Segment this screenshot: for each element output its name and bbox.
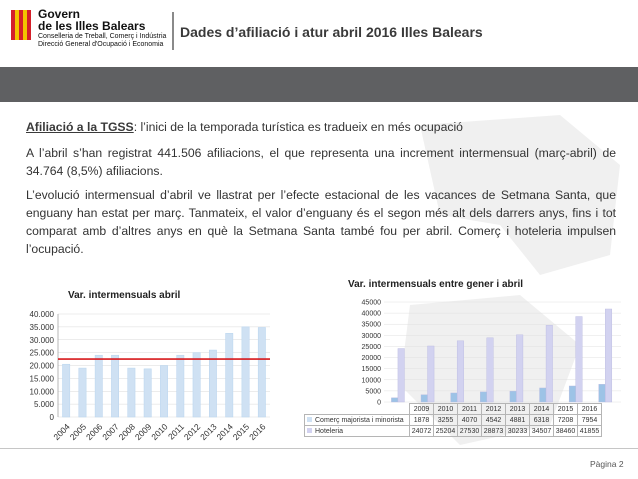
table-row	[305, 426, 602, 437]
y-tick-label: 15.000	[29, 374, 54, 384]
y-tick-label: 40000	[361, 310, 381, 318]
table-year: 2014	[530, 404, 554, 415]
bar	[160, 366, 167, 418]
logo-title-line1: Govern	[38, 7, 81, 21]
x-tick-label: 2004	[51, 421, 72, 443]
evolution-paragraph: L’evolució intermensual d’abril ve llastrat per l’efecte estacional de les vacances de Setmana Santa, que enguany han estat per març. Tanmateix, el valor d’enguany és el segon més alt dels darrers anys, fins i tot comparat amb d’altres anys en què la Setmana Santa també fou per abril. Comerç i hoteleria impulsen l’ocupació.	[26, 188, 616, 256]
table-year: 2009	[410, 404, 434, 415]
header-band	[0, 67, 638, 102]
x-tick-label: 2006	[83, 421, 105, 443]
bar	[576, 317, 583, 402]
intro-paragraph	[26, 118, 616, 136]
bar	[226, 333, 233, 417]
bar	[510, 391, 517, 402]
y-tick-label: 20000	[361, 355, 381, 363]
table-cell: 38460	[554, 426, 578, 437]
table-year: 2012	[482, 404, 506, 415]
y-tick-label: 5000	[365, 388, 381, 396]
logo-title	[38, 8, 145, 32]
bar	[480, 392, 487, 402]
table-cell: 3255	[434, 415, 458, 426]
table-cell: 27530	[458, 426, 482, 437]
legend-swatch-icon	[307, 417, 312, 422]
bar	[391, 398, 398, 402]
table-row	[305, 404, 602, 415]
bar	[258, 327, 265, 417]
table-cell: 4881	[506, 415, 530, 426]
y-tick-label: 30.000	[29, 335, 54, 345]
series-label-hoteleria	[305, 426, 410, 437]
bar	[95, 355, 102, 417]
logo-sub-line1: Conselleria de Treball, Comerç i Indústria	[38, 33, 167, 40]
y-tick-label: 40.000	[29, 310, 54, 319]
bar	[569, 386, 576, 402]
table-cell: 28873	[482, 426, 506, 437]
y-tick-label: 45000	[361, 299, 381, 307]
page-number: Pàgina 2	[590, 459, 624, 469]
table-cell: 6318	[530, 415, 554, 426]
table-cell: 4070	[458, 415, 482, 426]
x-tick-label: 2007	[100, 421, 121, 443]
table-cell: 7954	[578, 415, 602, 426]
slide-title: Dades d’afiliació i atur abril 2016 Illes Balears	[180, 24, 483, 40]
intro-rest: : l’inici de la temporada turística es tradueix en més ocupació	[133, 120, 463, 134]
x-tick-label: 2009	[132, 421, 154, 443]
bar	[451, 393, 458, 402]
bar	[128, 368, 135, 417]
bar	[599, 384, 606, 402]
x-tick-label: 2010	[149, 421, 170, 443]
y-tick-label: 10.000	[29, 387, 54, 397]
table-year: 2013	[506, 404, 530, 415]
table-year: 2011	[458, 404, 482, 415]
table-cell: 25204	[434, 426, 458, 437]
y-tick-label: 35.000	[29, 322, 54, 332]
table-corner	[305, 404, 410, 415]
table-cell: 24072	[410, 426, 434, 437]
bar	[487, 338, 494, 402]
y-tick-label: 5.000	[33, 400, 54, 410]
bar	[242, 327, 249, 417]
y-tick-label: 25000	[361, 343, 381, 351]
y-tick-label: 15000	[361, 366, 381, 374]
bar	[79, 368, 86, 417]
coat-of-arms-icon	[10, 8, 32, 42]
header-divider	[172, 12, 174, 50]
y-tick-label: 0	[49, 413, 54, 422]
slide-header	[0, 0, 638, 65]
series-name: Hoteleria	[315, 427, 344, 435]
legend-swatch-icon	[307, 428, 312, 433]
bar	[111, 355, 118, 417]
bar	[428, 346, 435, 402]
chart-monthly-variation-april	[20, 300, 275, 448]
govern-logo	[10, 8, 185, 56]
x-tick-label: 2005	[67, 421, 89, 443]
bar	[177, 355, 184, 417]
chart2-title: Var. intermensuals entre gener i abril	[348, 279, 524, 290]
bar	[421, 395, 428, 402]
bar	[516, 335, 523, 402]
x-tick-label: 2011	[165, 421, 186, 442]
table-year: 2016	[578, 404, 602, 415]
y-tick-label: 0	[377, 399, 381, 406]
y-tick-label: 30000	[361, 332, 381, 340]
y-tick-label: 35000	[361, 321, 381, 329]
bar	[398, 349, 405, 402]
table-cell: 1878	[410, 415, 434, 426]
bar	[193, 353, 200, 417]
table-cell: 4542	[482, 415, 506, 426]
logo-sub-line2: Direcció General d'Ocupació i Economia	[38, 41, 164, 48]
table-year: 2010	[434, 404, 458, 415]
x-tick-label: 2016	[247, 421, 268, 443]
series-name: Comerç majorista i minorista	[315, 416, 404, 424]
bar	[144, 369, 151, 417]
y-tick-label: 25.000	[29, 348, 54, 358]
y-tick-label: 10000	[361, 377, 381, 385]
bar	[457, 341, 464, 402]
intro-lead: Afiliació a la TGSS	[26, 120, 134, 134]
chart2-data-table	[304, 403, 602, 437]
y-tick-label: 20.000	[29, 361, 54, 371]
table-cell: 34507	[530, 426, 554, 437]
logo-subtitle	[38, 33, 188, 49]
table-year: 2015	[554, 404, 578, 415]
table-cell: 7208	[554, 415, 578, 426]
series-label-comerc	[305, 415, 410, 426]
x-tick-label: 2008	[116, 421, 138, 443]
logo-title-line2: de les Illes Balears	[38, 19, 146, 33]
bar	[540, 388, 547, 402]
affiliation-paragraph: A l’abril s’han registrat 441.506 afiliacions, el que representa una increment intermensual (març-abril) de 34.764 (8,5%) afiliacions.	[26, 146, 616, 178]
bar	[209, 350, 216, 417]
chart-variation-jan-apr	[358, 296, 628, 406]
x-tick-label: 2015	[230, 421, 252, 443]
footer-divider	[0, 448, 638, 449]
x-tick-label: 2012	[181, 421, 203, 443]
bar	[62, 364, 69, 417]
bar	[605, 309, 612, 402]
bar	[546, 325, 553, 402]
x-tick-label: 2013	[198, 421, 219, 443]
table-cell: 41855	[578, 426, 602, 437]
table-cell: 30233	[506, 426, 530, 437]
x-tick-label: 2014	[214, 421, 235, 443]
chart1-title: Var. intermensuals abril	[68, 290, 181, 301]
table-row	[305, 415, 602, 426]
